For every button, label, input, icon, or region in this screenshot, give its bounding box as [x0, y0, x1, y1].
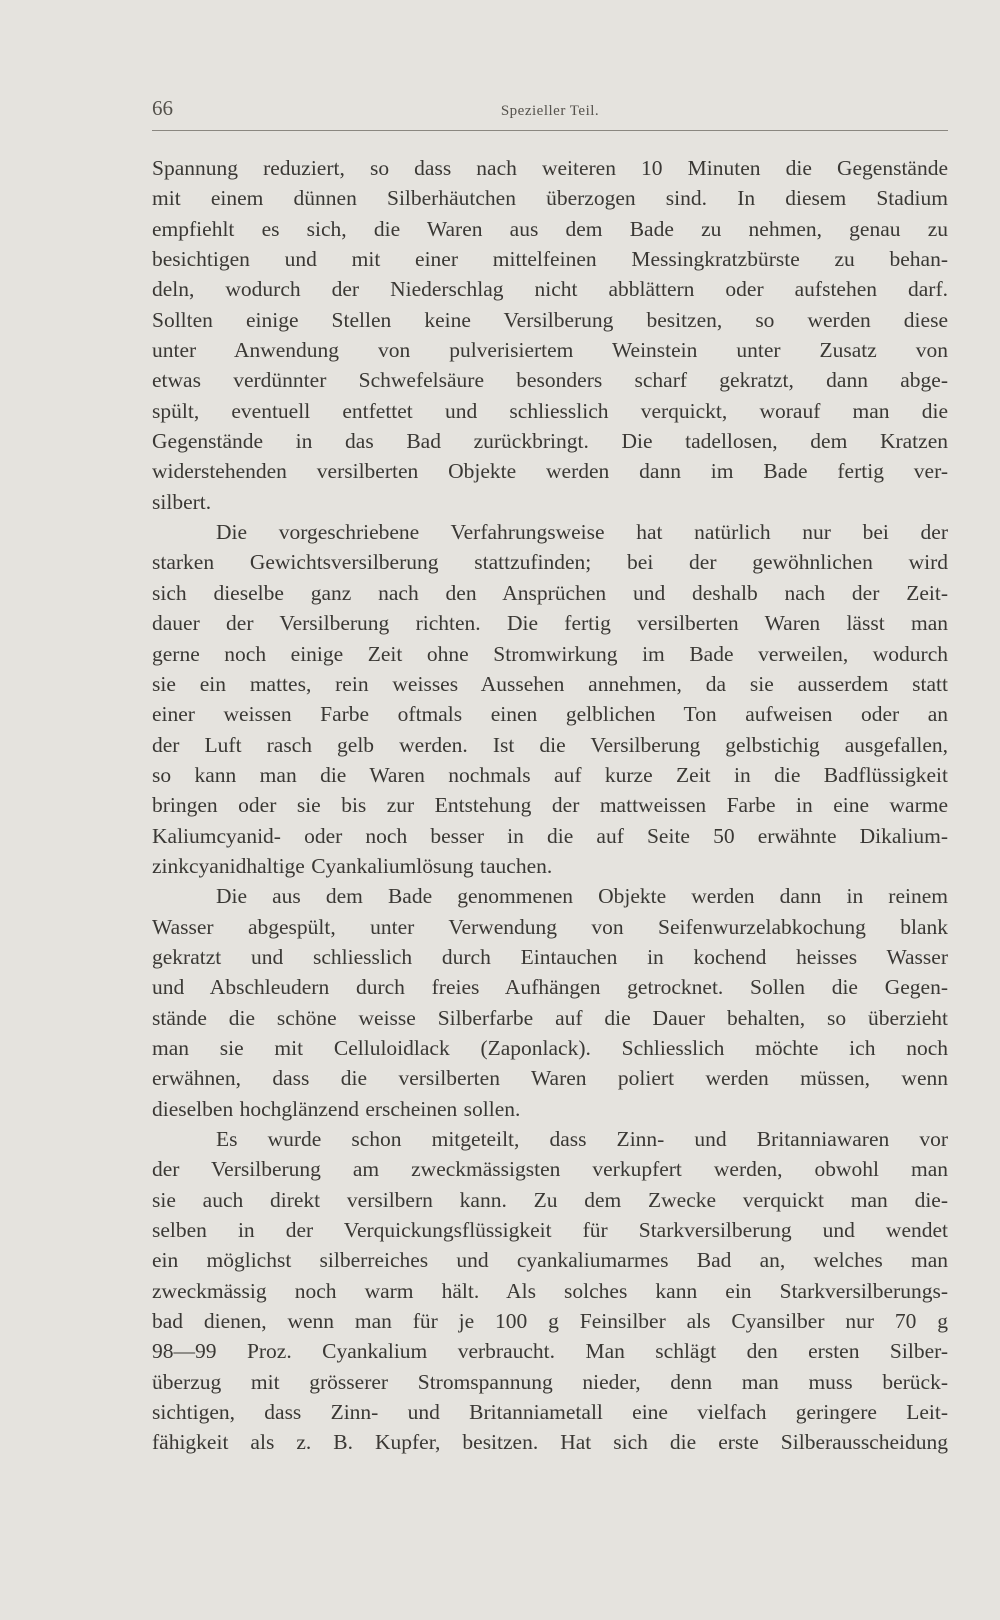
text-line: sichtigen, dass Zinn- und Britanniametall eine vielfach geringere Leit-	[152, 1400, 948, 1425]
text-line: gekratzt und schliesslich durch Eintauchen in kochend heisses Wasser	[152, 944, 948, 969]
page-number: 66	[152, 96, 173, 120]
text-line: starken Gewichtsversilberung stattzufinden; bei der gewöhnlichen wird	[152, 550, 948, 575]
text-line: zweckmässig noch warm hält. Als solches kann ein Starkversilberungs-	[152, 1278, 948, 1303]
text-line: Spannung reduziert, so dass nach weiteren 10 Minuten die Gegenstände	[152, 156, 948, 180]
text-line: gerne noch einige Zeit ohne Stromwirkung im Bade verweilen, wodurch	[152, 641, 948, 666]
text-line: ein möglichst silberreiches und cyankaliumarmes Bad an, welches man	[152, 1248, 948, 1273]
text-line: stände die schöne weisse Silberfarbe auf die Dauer behalten, so überzieht	[152, 1005, 948, 1030]
text-line: spült, eventuell entfettet und schliesslich verquickt, worauf man die	[152, 398, 948, 423]
text-line: selben in der Verquickungsflüssigkeit für Starkversilberung und wendet	[152, 1218, 948, 1243]
text-line: mit einem dünnen Silberhäutchen überzogen sind. In diesem Stadium	[152, 186, 948, 211]
text-line: sie ein mattes, rein weisses Aussehen annehmen, da sie ausserdem statt	[152, 671, 948, 696]
running-head: Spezieller Teil.	[500, 103, 600, 119]
text-line: Es wurde schon mitgeteilt, dass Zinn- und Britanniawaren vor	[216, 1127, 948, 1151]
text-line: besichtigen und mit einer mittelfeinen Messingkratzbürste zu behan-	[152, 247, 948, 272]
text-line: Sollten einige Stellen keine Versilberung besitzen, so werden diese	[152, 307, 948, 332]
page-header	[152, 96, 948, 131]
text-line: erwähnen, dass die versilberten Waren poliert werden müssen, wenn	[152, 1066, 948, 1091]
text-line: empfiehlt es sich, die Waren aus dem Bade zu nehmen, genau zu	[152, 216, 948, 241]
text-line: bad dienen, wenn man für je 100 g Feinsilber als Cyansilber nur 70 g	[152, 1309, 948, 1334]
text-line: der Luft rasch gelb werden. Ist die Versilberung gelbstichig ausgefallen,	[152, 732, 948, 757]
text-line: man sie mit Celluloidlack (Zaponlack). Schliesslich möchte ich noch	[152, 1035, 948, 1060]
text-line: 98—99 Proz. Cyankalium verbraucht. Man schlägt den ersten Silber-	[152, 1339, 948, 1364]
text-line: Die vorgeschriebene Verfahrungsweise hat natürlich nur bei der	[216, 520, 948, 545]
text-line: fähigkeit als z. B. Kupfer, besitzen. Hat sich die erste Silberausscheidung	[152, 1430, 948, 1455]
text-line: sie auch direkt versilbern kann. Zu dem Zwecke verquickt man die-	[152, 1187, 948, 1212]
text-line: unter Anwendung von pulverisiertem Weinstein unter Zusatz von	[152, 338, 948, 363]
text-line: silbert.	[152, 489, 212, 514]
text-line: überzug mit grösserer Stromspannung nieder, denn man muss berück-	[152, 1369, 948, 1394]
text-line: etwas verdünnter Schwefelsäure besonders scharf gekratzt, dann abge-	[152, 368, 948, 393]
text-line: Kaliumcyanid- oder noch besser in die auf Seite 50 erwähnte Dikalium-	[152, 823, 948, 848]
text-line: so kann man die Waren nochmals auf kurze Zeit in die Badflüssigkeit	[152, 762, 948, 787]
body-text	[152, 153, 948, 1458]
text-line: widerstehenden versilberten Objekte werden dann im Bade fertig ver-	[152, 459, 948, 484]
text-line: bringen oder sie bis zur Entstehung der mattweissen Farbe in eine warme	[152, 793, 948, 818]
text-line: zinkcyanidhaltige Cyankaliumlösung tauchen.	[152, 853, 553, 878]
text-line: Gegenstände in das Bad zurückbringt. Die tadellosen, dem Kratzen	[152, 429, 948, 454]
text-line: deln, wodurch der Niederschlag nicht abblättern oder aufstehen darf.	[152, 277, 948, 302]
text-line: der Versilberung am zweckmässigsten verkupfert werden, obwohl man	[152, 1157, 948, 1182]
text-line: Wasser abgespült, unter Verwendung von Seifenwurzelabkochung blank	[152, 914, 948, 939]
text-line: einer weissen Farbe oftmals einen gelblichen Ton aufweisen oder an	[152, 702, 948, 727]
text-line: dieselben hochglänzend erscheinen sollen.	[152, 1096, 521, 1121]
text-line: und Abschleudern durch freies Aufhängen getrocknet. Sollen die Gegen-	[152, 975, 948, 1000]
text-line: Die aus dem Bade genommenen Objekte werden dann in reinem	[216, 884, 948, 909]
text-line: dauer der Versilberung richten. Die fertig versilberten Waren lässt man	[152, 611, 948, 636]
text-line: sich dieselbe ganz nach den Ansprüchen und deshalb nach der Zeit-	[152, 580, 948, 605]
